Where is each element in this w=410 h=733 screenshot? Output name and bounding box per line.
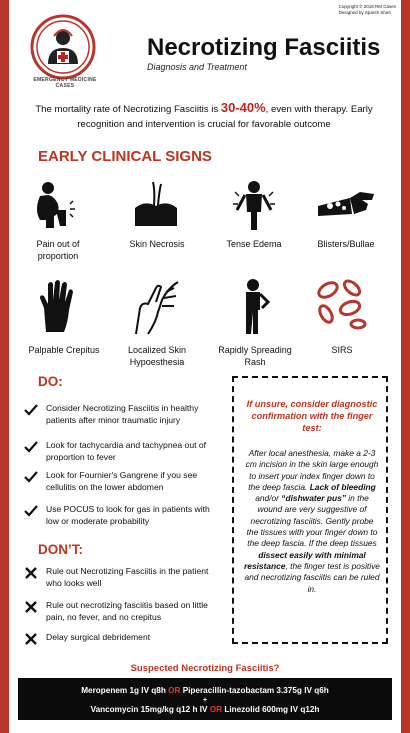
intro-part: , even with therapy. Early recognition and intervention is crucial for favorable outcome [77,104,373,130]
left-accent-bar [0,0,9,733]
logo-caption: EMERGENCY MEDICINE CASES [33,77,97,89]
check-icon [24,403,38,417]
x-icon [24,566,38,580]
dont-item-text: Delay surgical debridement [46,632,151,642]
sign-label: Palpable Crepitus [28,345,100,355]
regimen-line [18,705,392,714]
treatment-bar [18,678,392,720]
check-icon [24,504,38,518]
mortality-rate: 30-40% [220,100,266,115]
intro-text [28,100,380,132]
dont-title: DON’T: [38,542,83,557]
sign-label: Pain out of proportion [36,239,80,261]
copyright-line: Copyright © 2018 RM Cases [338,4,396,9]
blistered-arm-icon [316,186,376,226]
finger-text: in the wound are very suggestive of necrotizing fasciitis. Gently probe the tissues with your finger down to the deep fascia. If the deep tissues [246,493,378,549]
finger-test-body [244,448,380,595]
do-title: DO: [38,374,63,389]
finger-test-heading: If unsure, consider diagnostic confirmation with the finger test: [246,399,378,433]
sign-label: SIRS [331,345,353,355]
do-item-text: Look for tachycardia and tachypnea out of proportion to fever [46,440,207,462]
drug-option: Vancomycin 15mg/kg q12 h IV [90,705,210,714]
skin-layers-icon [133,180,179,228]
touching-hands-icon [132,278,182,336]
pain-figure-icon [32,180,78,230]
right-accent-bar [401,0,410,733]
finger-emphasis: dissect easily with minimal resistance [244,549,366,571]
regimen-line [18,686,392,695]
hand-icon [36,278,80,334]
sign-label: Tense Edema [226,239,282,249]
page-title: Necrotizing Fasciitis [147,34,381,61]
finger-test-box [232,376,388,644]
drug-option: Linezolid 600mg IV q12h [222,705,320,714]
finger-emphasis: “dishwater pus” [281,493,346,504]
do-item-text: Use POCUS to look for gas in patients with low or moderate probability [46,504,210,526]
finger-text: , the finger test is positive and necrotizing fasciitis can be ruled in. [244,560,380,594]
finger-text: After local anesthesia, make a 2-3 cm incision in the skin large enough to insert your index finger down to the deep fascia. [245,448,379,492]
sign-label: Rapidly Spreading Rash [218,345,292,367]
x-icon [24,600,38,614]
sign-label: Blisters/Bullae [317,239,375,249]
do-item-text: Consider Necrotizing Fasciitis in healthy patients after minor traumatic injury [46,403,199,425]
finger-emphasis: Lack of bleeding [309,481,376,492]
copyright-note [339,4,396,16]
dont-item-text: Rule out Necrotizing Fasciitis in the patient who looks well [46,566,209,588]
x-icon [24,632,38,646]
or-label: OR [209,705,223,714]
drug-option: Meropenem 1g IV q8h [81,686,169,695]
sign-label: Localized Skin Hypoesthesia [127,345,187,367]
check-icon [24,440,38,454]
treatment-heading: Suspected Necrotizing Fasciitis? [130,663,280,674]
page-subtitle: Diagnosis and Treatment [147,62,247,72]
check-icon [24,470,38,484]
plus-sign: + [202,697,208,704]
drug-option: Piperacillin-tazobactam 3.375g IV q6h [180,686,329,695]
designer-line: Designed by Sparsh Shah [338,10,391,15]
intro-part: The mortality rate of Necrotizing Fasciitis is [35,104,221,115]
sign-label: Skin Necrosis [129,239,185,249]
early-signs-title: EARLY CLINICAL SIGNS [38,148,212,165]
finger-text: and/or [255,493,282,504]
emergency-medicine-cases-logo [30,14,96,80]
or-label: OR [168,686,181,695]
blood-cells-icon [312,276,370,332]
swollen-figure-icon [231,180,277,232]
dont-item-text: Rule out necrotizing fasciitis based on little pain, no fever, and no crepitus [46,600,208,622]
do-item-text: Look for Fournier's Gangrene if you see cellulitis on the lower abdomen [46,470,198,492]
scratching-figure-icon [238,278,272,336]
